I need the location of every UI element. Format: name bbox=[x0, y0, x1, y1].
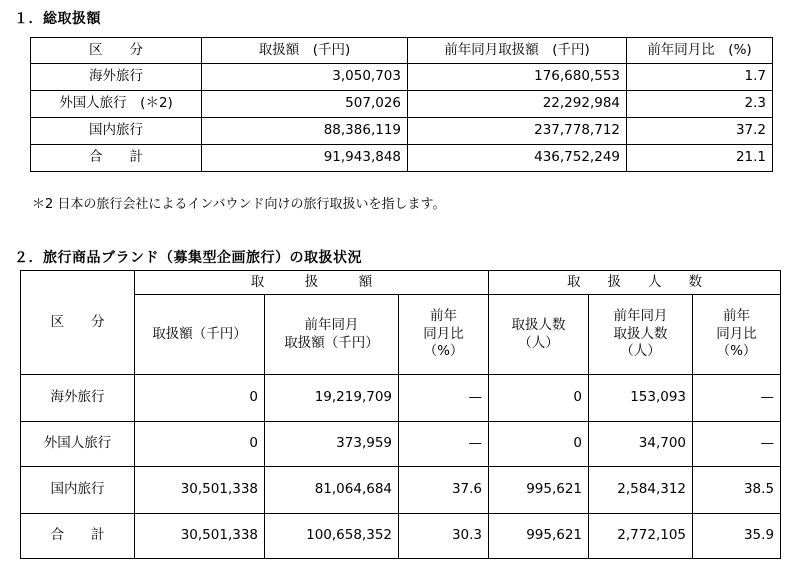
people-yoy-cell: 35.9 bbox=[693, 514, 781, 559]
row-label: 外国人旅行 (＊2) bbox=[31, 91, 202, 118]
header-amount: 取扱額（千円） bbox=[135, 295, 265, 375]
prev-amount-cell: 100,658,352 bbox=[265, 514, 399, 559]
sub-header-row bbox=[21, 295, 781, 375]
table-header-row bbox=[31, 38, 773, 64]
prev-people-cell: 2,772,105 bbox=[589, 514, 693, 559]
row-label: 合 計 bbox=[31, 145, 202, 172]
header-people: 取扱人数 （人） bbox=[489, 295, 589, 375]
amount-cell: 0 bbox=[135, 422, 265, 467]
table-row-total bbox=[31, 145, 773, 172]
section1-title: １．総取扱額 bbox=[14, 11, 101, 27]
table-row-total bbox=[21, 514, 781, 559]
amount-cell: 91,943,848 bbox=[202, 145, 408, 172]
prev-amount-cell: 81,064,684 bbox=[265, 467, 399, 514]
prev-amount-cell: 373,959 bbox=[265, 422, 399, 467]
amount-cell: 507,026 bbox=[202, 91, 408, 118]
header-people-group: 取 扱 人 数 bbox=[489, 271, 781, 295]
prev-amount-cell: 19,219,709 bbox=[265, 375, 399, 422]
table-row bbox=[31, 91, 773, 118]
amount-cell: 30,501,338 bbox=[135, 467, 265, 514]
row-label: 合 計 bbox=[21, 514, 135, 559]
section2-title: ２．旅行商品ブランド（募集型企画旅行）の取扱状況 bbox=[14, 250, 362, 266]
total-transactions-table bbox=[30, 37, 773, 172]
row-label: 国内旅行 bbox=[31, 118, 202, 145]
row-label: 外国人旅行 bbox=[21, 422, 135, 467]
people-cell: 0 bbox=[489, 422, 589, 467]
yoy-cell: 2.3 bbox=[627, 91, 773, 118]
people-yoy-cell: — bbox=[693, 422, 781, 467]
group-header-row bbox=[21, 271, 781, 295]
table-row bbox=[31, 118, 773, 145]
header-prev-people: 前年同月 取扱人数 （人） bbox=[589, 295, 693, 375]
yoy-cell: 37.2 bbox=[627, 118, 773, 145]
amount-cell: 0 bbox=[135, 375, 265, 422]
prev-people-cell: 153,093 bbox=[589, 375, 693, 422]
prev-people-cell: 2,584,312 bbox=[589, 467, 693, 514]
header-amount-group: 取 扱 額 bbox=[135, 271, 489, 295]
amount-cell: 88,386,119 bbox=[202, 118, 408, 145]
amount-cell: 3,050,703 bbox=[202, 64, 408, 91]
amount-yoy-cell: — bbox=[399, 422, 489, 467]
header-yoy: 前年同月比 (%) bbox=[627, 38, 773, 64]
row-label: 海外旅行 bbox=[21, 375, 135, 422]
table-row bbox=[31, 64, 773, 91]
table-row bbox=[21, 375, 781, 422]
people-yoy-cell: 38.5 bbox=[693, 467, 781, 514]
prev-people-cell: 34,700 bbox=[589, 422, 693, 467]
row-label: 国内旅行 bbox=[21, 467, 135, 514]
header-prev-amount: 前年同月 取扱額（千円） bbox=[265, 295, 399, 375]
amount-yoy-cell: — bbox=[399, 375, 489, 422]
amount-yoy-cell: 37.6 bbox=[399, 467, 489, 514]
row-label: 海外旅行 bbox=[31, 64, 202, 91]
yoy-cell: 1.7 bbox=[627, 64, 773, 91]
prev-amount-cell: 176,680,553 bbox=[408, 64, 627, 91]
amount-yoy-cell: 30.3 bbox=[399, 514, 489, 559]
prev-amount-cell: 237,778,712 bbox=[408, 118, 627, 145]
amount-cell: 30,501,338 bbox=[135, 514, 265, 559]
header-people-yoy: 前年 同月比 （%） bbox=[693, 295, 781, 375]
header-amount-yoy: 前年 同月比 （%） bbox=[399, 295, 489, 375]
table-row bbox=[21, 422, 781, 467]
prev-amount-cell: 436,752,249 bbox=[408, 145, 627, 172]
people-cell: 995,621 bbox=[489, 514, 589, 559]
people-cell: 995,621 bbox=[489, 467, 589, 514]
footnote: ＊2 日本の旅行会社によるインバウンド向けの旅行取扱いを指します。 bbox=[32, 197, 446, 212]
people-yoy-cell: — bbox=[693, 375, 781, 422]
people-cell: 0 bbox=[489, 375, 589, 422]
prev-amount-cell: 22,292,984 bbox=[408, 91, 627, 118]
package-tour-table bbox=[20, 270, 781, 559]
header-amount: 取扱額 (千円) bbox=[202, 38, 408, 64]
table-row bbox=[21, 467, 781, 514]
yoy-cell: 21.1 bbox=[627, 145, 773, 172]
header-category: 区 分 bbox=[31, 38, 202, 64]
header-prev-amount: 前年同月取扱額 (千円) bbox=[408, 38, 627, 64]
header-category: 区 分 bbox=[21, 271, 135, 375]
